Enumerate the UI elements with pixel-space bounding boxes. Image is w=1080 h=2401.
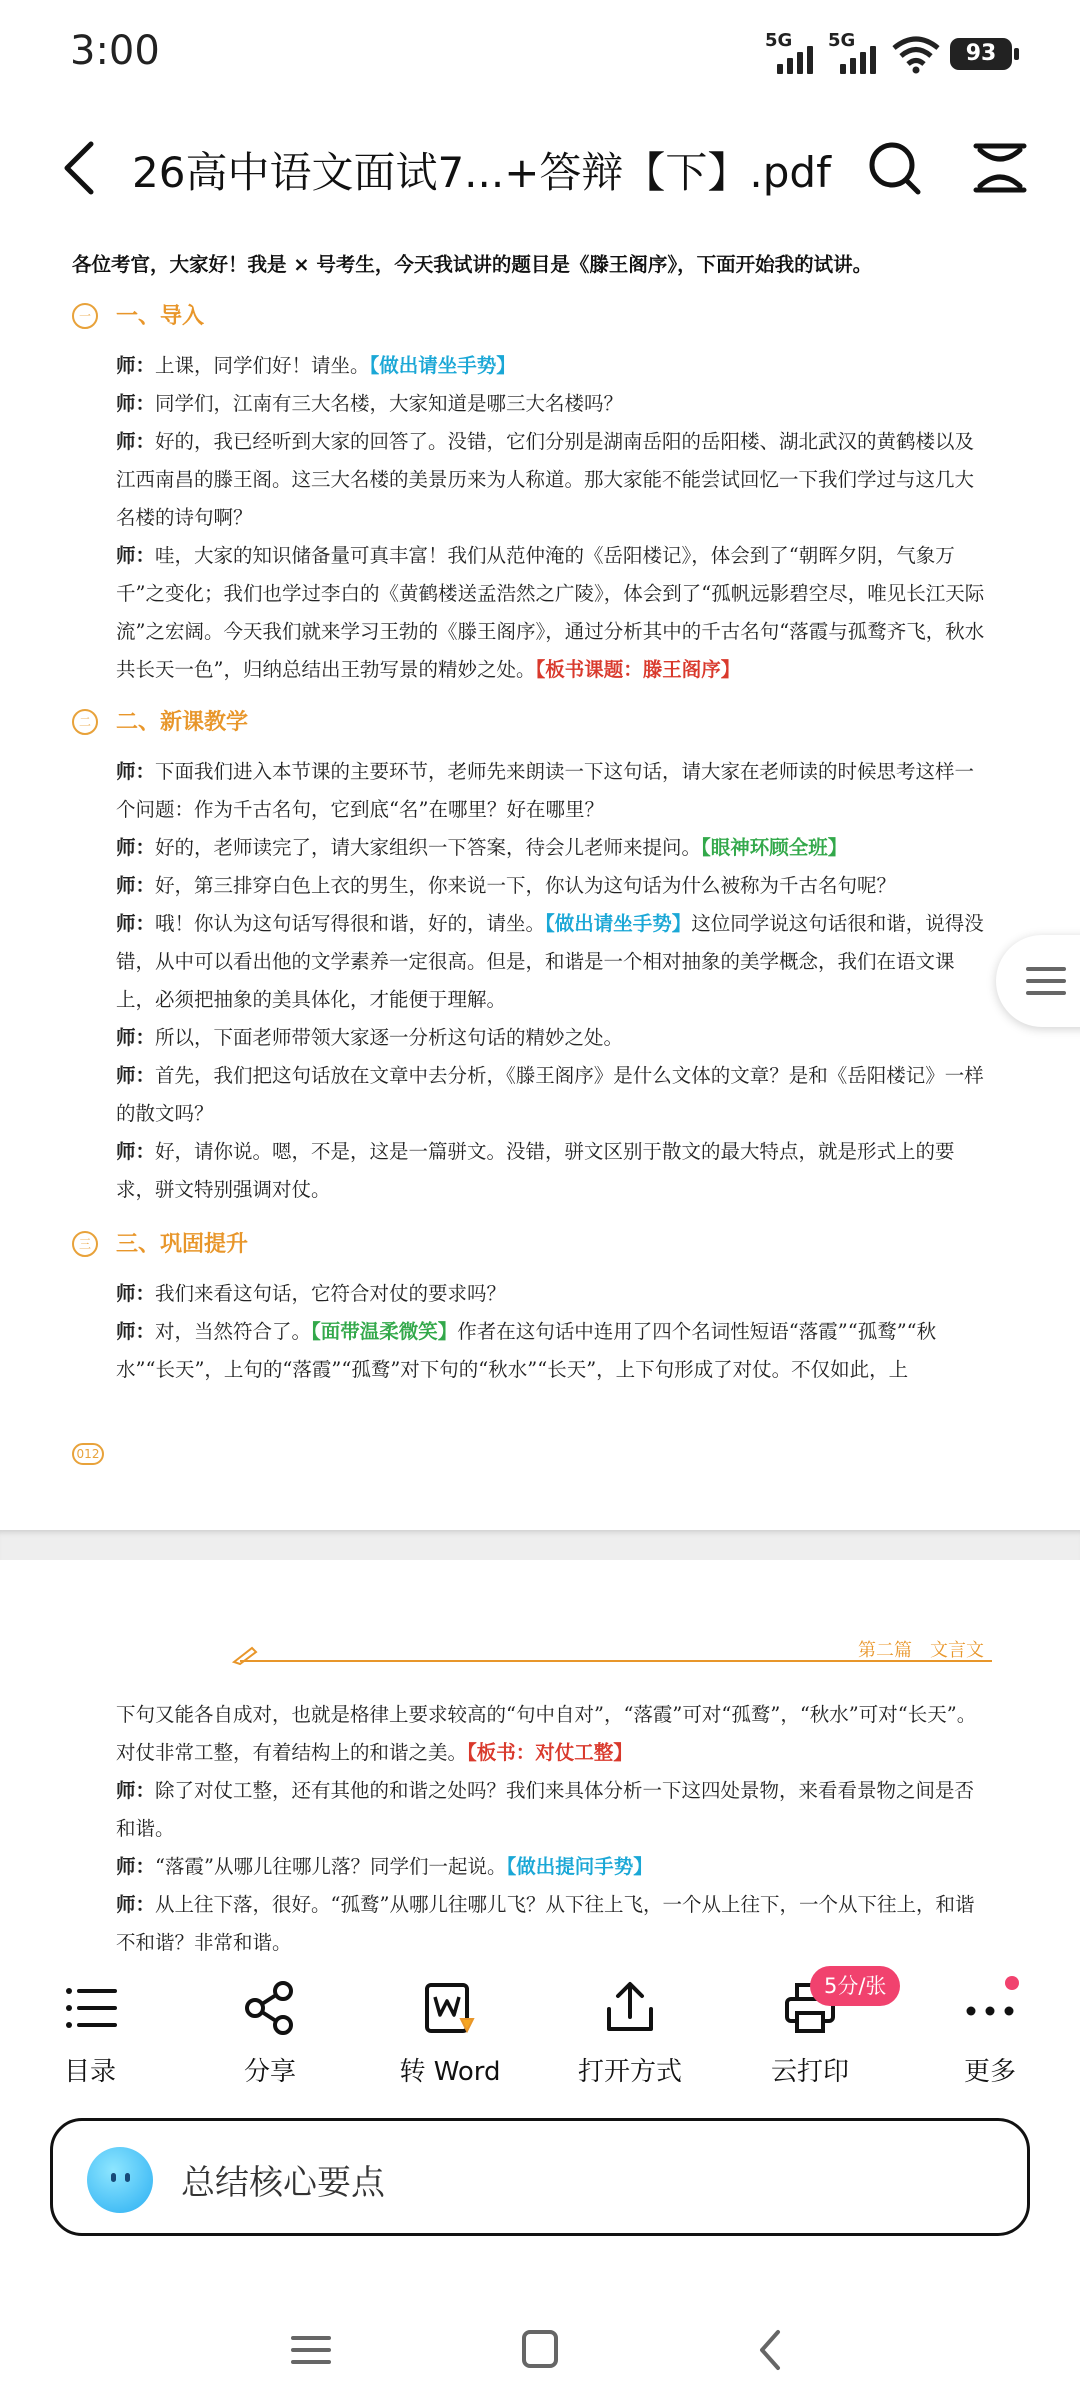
cell-signal-icon-2: 5G <box>828 30 898 74</box>
paragraph: 师：我们来看这句话，它符合对仗的要求吗？ <box>116 1282 507 1305</box>
notification-dot <box>1005 1976 1019 1990</box>
assistant-avatar-icon <box>87 2147 153 2213</box>
side-drawer-handle[interactable] <box>996 935 1080 1027</box>
page-number: 012 <box>72 1443 104 1465</box>
word-icon <box>421 1979 479 2037</box>
read-mode-icon[interactable] <box>972 138 1028 198</box>
section-number-badge: 三 <box>72 1231 98 1257</box>
toolbar-share-button[interactable]: 分享 <box>195 1979 345 2089</box>
status-bar <box>0 0 1080 110</box>
paragraph: 师：除了对仗工整，还有其他的和谐之处吗？我们来具体分析一下这四处景物，来看看景物之间是否和谐。 <box>116 1779 975 1840</box>
open-with-icon <box>601 1979 659 2037</box>
share-icon <box>241 1979 299 2037</box>
ai-prompt-label: 总结核心要点 <box>181 2163 385 2203</box>
paragraph: 师：从上往下落，很好。“孤鹜”从哪儿往哪儿飞？从下往上飞，一个从上往下，一个从下往上，和谐不和谐？非常和谐。 <box>116 1893 975 1954</box>
paragraph: 师：同学们，江南有三大名楼，大家知道是哪三大名楼吗？ <box>116 392 624 415</box>
status-time: 3:00 <box>70 28 160 74</box>
top-bar <box>0 110 1080 225</box>
back-arrow-icon[interactable] <box>55 138 105 198</box>
bottom-toolbar <box>0 1965 1080 2095</box>
paragraph: 师：好，第三排穿白色上衣的男生，你来说一下，你认为这句话为什么被称为千古名句呢？ <box>116 874 897 897</box>
cell-signal-icon: 5G <box>765 30 835 74</box>
board-tag: 【板书：对仗工整】 <box>467 1741 633 1764</box>
pdf-page[interactable] <box>0 225 1080 1530</box>
ai-summary-prompt[interactable] <box>50 2118 1030 2236</box>
recent-apps-icon[interactable] <box>281 2320 341 2380</box>
paragraph: 师：好，请你说。嗯，不是，这是一篇骈文。没错，骈文区别于散文的最大特点，就是形式上的要求，骈文特别强调对仗。 <box>116 1140 955 1201</box>
section-number-badge: 一 <box>72 303 98 329</box>
pen-icon <box>232 1644 260 1666</box>
action-tag: 【做出请坐手势】 <box>369 354 516 377</box>
list-icon <box>61 1979 119 2037</box>
board-tag: 【板书课题：滕王阁序】 <box>535 658 741 681</box>
paragraph: 师：“落霞”从哪儿往哪儿落？同学们一起说。【做出提问手势】 <box>116 1855 653 1878</box>
action-tag: 【做出请坐手势】 <box>545 912 692 935</box>
section-title: 一、导入 <box>116 304 205 329</box>
paragraph: 师：下面我们进入本节课的主要环节，老师先来朗读一下这句话，请大家在老师读的时候思考这样一个问题：作为千古名句，它到底“名”在哪里？好在哪里？ <box>116 760 975 821</box>
paragraph: 下句又能各自成对，也就是格律上要求较高的“句中自对”，“落霞”可对“孤鹜”，“秋水”可对“长天”。对仗非常工整，有着结构上的和谐之美。【板书：对仗工整】 <box>116 1703 977 1764</box>
paragraph: 师：好的，老师读完了，请大家组织一下答案，待会儿老师来提问。【眼神环顾全班】 <box>116 836 848 859</box>
page-separator <box>0 1530 1080 1560</box>
paragraph: 师：对，当然符合了。【面带温柔微笑】作者在这句话中连用了四个名词性短语“落霞”“孤鹜”“秋水”“长天”，上句的“落霞”“孤鹜”对下句的“秋水”“长天”，上下句形成了对仗。不仅如此，上 <box>116 1320 937 1381</box>
chapter-label: 第二篇 文言文 <box>858 1640 984 1661</box>
action-tag: 【眼神环顾全班】 <box>701 836 848 859</box>
paragraph: 师：所以，下面老师带领大家逐一分析这句话的精妙之处。 <box>116 1026 624 1049</box>
document-title: 26高中语文面试7...+答辩【下】.pdf <box>132 148 831 197</box>
search-icon[interactable] <box>866 138 924 198</box>
intro-line: 各位考官，大家好！我是 × 号考生，今天我试讲的题目是《滕王阁序》，下面开始我的试讲。 <box>72 253 873 276</box>
back-icon[interactable] <box>740 2320 800 2380</box>
toolbar-cloud-print-button[interactable]: 云打印 <box>735 1979 885 2089</box>
paragraph: 师：上课，同学们好！请坐。【做出请坐手势】 <box>116 354 516 377</box>
action-tag: 【做出提问手势】 <box>506 1855 653 1878</box>
section-title: 三、巩固提升 <box>116 1232 249 1257</box>
action-tag: 【面带温柔微笑】 <box>311 1320 458 1343</box>
section-number-badge: 二 <box>72 709 98 735</box>
toolbar-more-button[interactable]: 更多 <box>915 1979 1065 2089</box>
price-badge: 5分/张 <box>810 1966 900 2006</box>
toolbar-contents-button[interactable]: 目录 <box>15 1979 165 2089</box>
toolbar-open-with-button[interactable]: 打开方式 <box>555 1979 705 2089</box>
pdf-page-2[interactable] <box>0 1560 1080 1980</box>
home-icon[interactable] <box>510 2320 570 2380</box>
toolbar-to-word-button[interactable]: 转 Word <box>375 1979 525 2089</box>
section-title: 二、新课教学 <box>116 710 249 735</box>
paragraph: 师：首先，我们把这句话放在文章中去分析，《滕王阁序》是什么文体的文章？是和《岳阳楼记》一样的散文吗？ <box>116 1064 984 1125</box>
paragraph: 师：哇，大家的知识储备量可真丰富！我们从范仲淹的《岳阳楼记》，体会到了“朝晖夕阴，气象万千”之变化；我们也学过李白的《黄鹤楼送孟浩然之广陵》，体会到了“孤帆远影碧空尽，唯见长江天际流”之宏阔。今天我们就来学习王勃的《滕王阁序》，通过分析其中的千古名句“落霞与孤鹜齐飞，秋水共长天一色”，归纳总结出王勃写景的精妙之处。【板书课题：滕王阁序】 <box>116 544 985 681</box>
paragraph: 师：哦！你认为这句话写得很和谐，好的，请坐。【做出请坐手势】这位同学说这句话很和谐，说得没错，从中可以看出他的文学素养一定很高。但是，和谐是一个相对抽象的美学概念，我们在语文课上，必须把抽象的美具体化，才能便于理解。 <box>116 912 984 1011</box>
wifi-icon <box>892 34 940 74</box>
system-nav-bar <box>0 2290 1080 2401</box>
paragraph: 师：好的，我已经听到大家的回答了。没错，它们分别是湖南岳阳的岳阳楼、湖北武汉的黄鹤楼以及江西南昌的滕王阁。这三大名楼的美景历来为人称道。那大家能不能尝试回忆一下我们学过与这几大名楼的诗句啊？ <box>116 430 975 529</box>
battery-icon: 93 <box>950 38 1012 70</box>
